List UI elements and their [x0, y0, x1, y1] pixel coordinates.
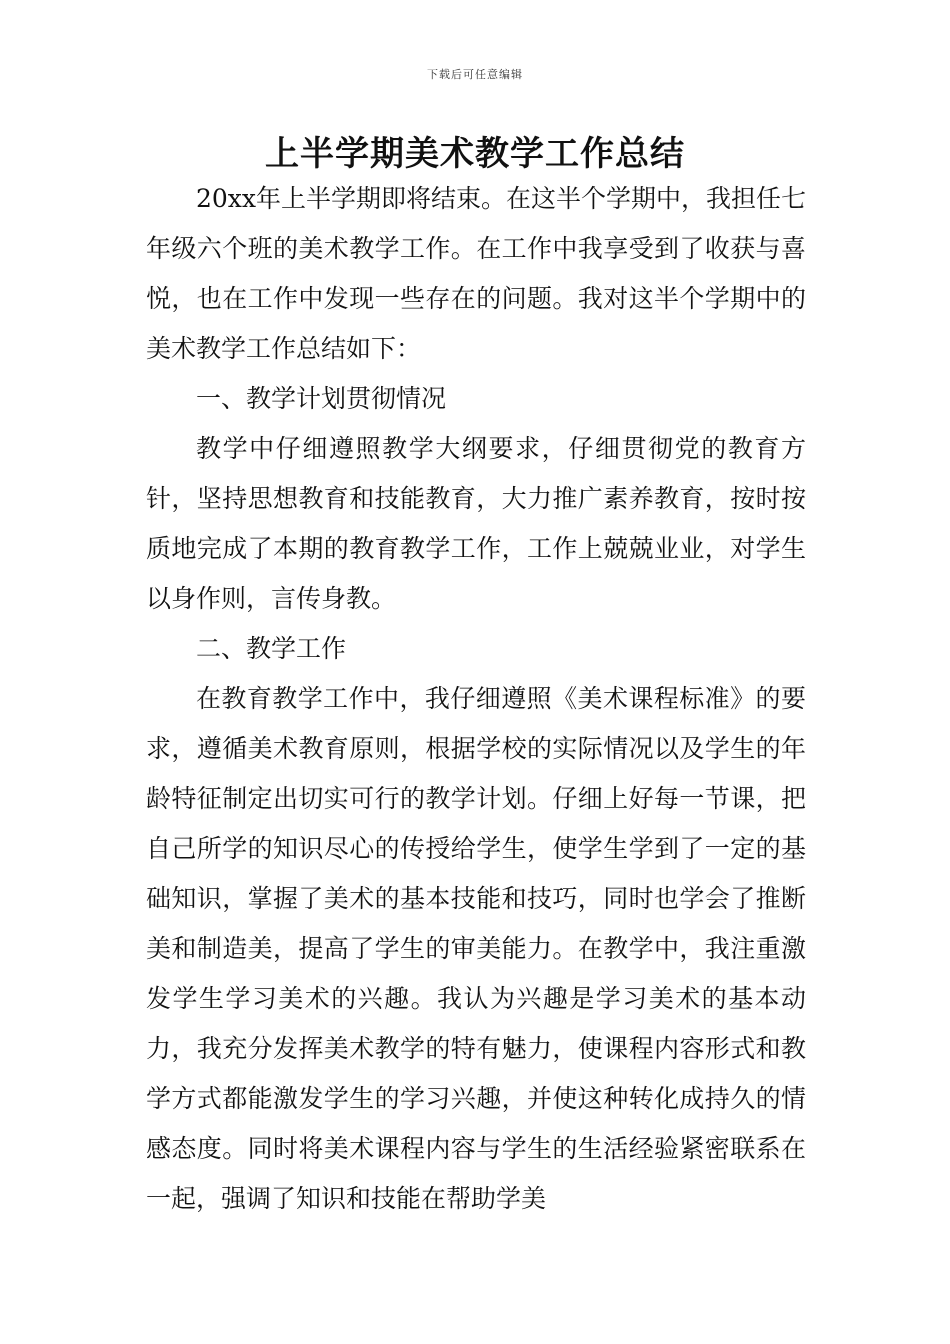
- header-note: 下载后可任意编辑: [427, 68, 523, 81]
- document-title: 上半学期美术教学工作总结: [265, 134, 685, 174]
- section-heading-teaching: 二、教学工作: [196, 634, 347, 663]
- section-paragraph-plan: 教学中仔细遵照教学大纲要求，仔细贯彻党的教育方针，坚持思想教育和技能教育，大力推广素养教育，按时按质地完成了本期的教育教学工作，工作上兢兢业业，对学生以身作则，言传身教。: [146, 434, 806, 613]
- intro-paragraph: 20xx年上半学期即将结束。在这半个学期中，我担任七年级六个班的美术教学工作。在工作中我享受到了收获与喜悦，也在工作中发现一些存在的问题。我对这半个学期中的美术教学工作总结如下：: [146, 184, 807, 363]
- section-paragraph-teaching: 在教育教学工作中，我仔细遵照《美术课程标准》的要求，遵循美术教育原则，根据学校的实际情况以及学生的年龄特征制定出切实可行的教学计划。仔细上好每一节课，把自己所学的知识尽心的传授给学生，使学生学到了一定的基础知识，掌握了美术的基本技能和技巧，同时也学会了推断美和制造美，提高了学生的审美能力。在教学中，我注重激发学生学习美术的兴趣。我认为兴趣是学习美术的基本动力，我充分发挥美术教学的特有魅力，使课程内容形式和教学方式都能激发学生的学习兴趣，并使这种转化成持久的情感态度。同时将美术课程内容与学生的生活经验紧密联系在一起，强调了知识和技能在帮助学美: [146, 684, 806, 1213]
- document-body: [146, 174, 806, 1224]
- section-heading-plan: 一、教学计划贯彻情况: [196, 384, 447, 413]
